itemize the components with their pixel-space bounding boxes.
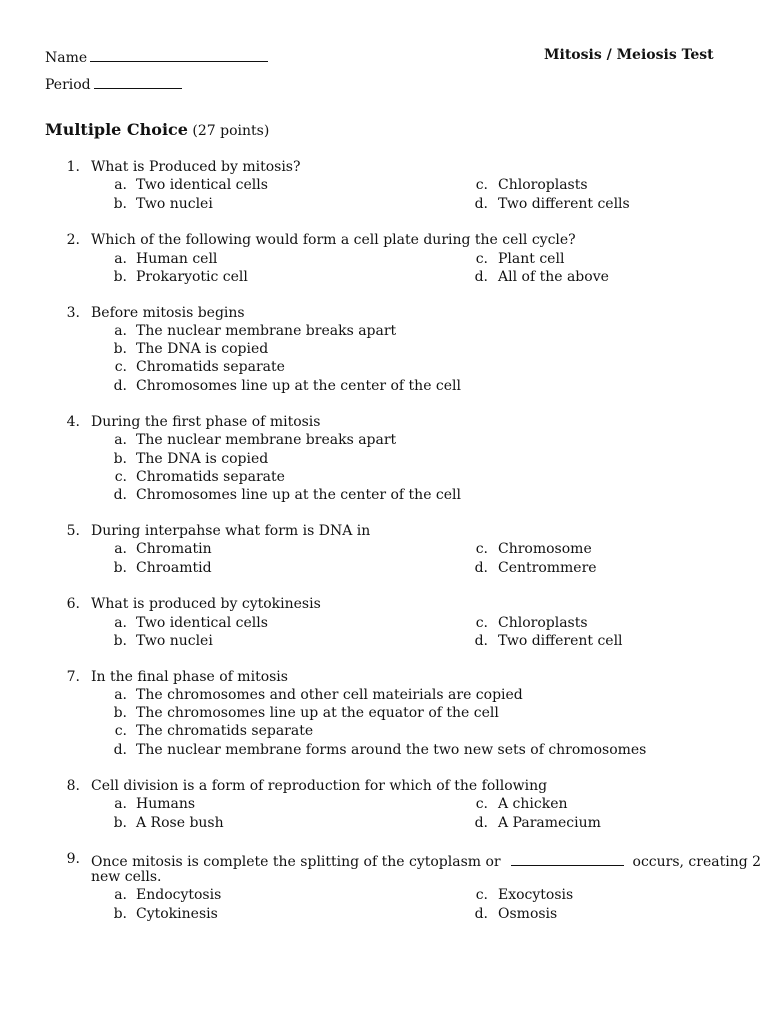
question-text: Which of the following would form a cell plate during the cell cycle? xyxy=(91,232,576,248)
choice-letter: a. xyxy=(114,796,127,812)
question-text: During the first phase of mitosis xyxy=(91,414,321,430)
question-number: 3. xyxy=(66,305,80,321)
test-title: Mitosis / Meiosis Test xyxy=(544,47,714,63)
choice-text: Chromosomes line up at the center of the cell xyxy=(136,378,462,394)
choice-letter: c. xyxy=(475,796,488,812)
choice-letter: a. xyxy=(114,432,127,448)
choice-letter: c. xyxy=(114,359,127,375)
choice-text: The DNA is copied xyxy=(136,451,269,467)
choice-letter: d. xyxy=(113,378,127,394)
question-text: What is Produced by mitosis? xyxy=(91,159,301,175)
question-text: Cell division is a form of reproduction for which of the following xyxy=(91,778,548,794)
choice-text: Two nuclei xyxy=(136,633,213,649)
choice-letter: a. xyxy=(114,177,127,193)
question-number: 9. xyxy=(66,851,80,867)
choice-text: Chromosome xyxy=(498,541,592,557)
choice-letter: b. xyxy=(113,906,127,922)
choice-text: The DNA is copied xyxy=(136,341,269,357)
choice-letter: d. xyxy=(474,196,488,212)
question-text xyxy=(91,851,761,870)
question-text: In the final phase of mitosis xyxy=(91,669,288,685)
section-title: Multiple Choice xyxy=(45,120,188,139)
choice-text: A chicken xyxy=(498,796,568,812)
question-text-continued: new cells. xyxy=(91,869,162,885)
question-text-part: Once mitosis is complete the splitting of the cytoplasm or xyxy=(91,854,501,870)
choice-letter: d. xyxy=(474,815,488,831)
choice-text: A Paramecium xyxy=(498,815,601,831)
choice-text: Two identical cells xyxy=(136,177,268,193)
choice-letter: c. xyxy=(475,541,488,557)
choice-text: The nuclear membrane forms around the two new sets of chromosomes xyxy=(136,742,647,758)
choice-letter: a. xyxy=(114,687,127,703)
choice-text: The chromatids separate xyxy=(136,723,314,739)
question-number: 5. xyxy=(66,523,80,539)
question-number: 4. xyxy=(66,414,80,430)
choice-text: Two nuclei xyxy=(136,196,213,212)
choice-text: The chromosomes line up at the equator of the cell xyxy=(136,705,499,721)
choice-text: The nuclear membrane breaks apart xyxy=(136,323,397,339)
choice-text: Two different cell xyxy=(498,633,623,649)
choice-text: Exocytosis xyxy=(498,887,574,903)
choice-letter: a. xyxy=(114,887,127,903)
choice-text: Endocytosis xyxy=(136,887,222,903)
choice-letter: b. xyxy=(113,815,127,831)
section-heading xyxy=(45,120,269,139)
question-text-part: occurs, creating 2 xyxy=(632,854,762,870)
choice-letter: b. xyxy=(113,451,127,467)
choice-letter: a. xyxy=(114,541,127,557)
choice-text: Two different cells xyxy=(498,196,630,212)
choice-letter: b. xyxy=(113,633,127,649)
choice-letter: b. xyxy=(113,705,127,721)
choice-letter: c. xyxy=(475,251,488,267)
choice-letter: b. xyxy=(113,560,127,576)
choice-text: Two identical cells xyxy=(136,615,268,631)
choice-text: Chloroplasts xyxy=(498,177,588,193)
choice-letter: b. xyxy=(113,269,127,285)
choice-letter: a. xyxy=(114,615,127,631)
choice-letter: d. xyxy=(474,269,488,285)
choice-text: Chromatids separate xyxy=(136,359,285,375)
choice-letter: c. xyxy=(475,887,488,903)
choice-text: Chromosomes line up at the center of the cell xyxy=(136,487,462,503)
choice-letter: d. xyxy=(474,906,488,922)
period-field xyxy=(45,74,182,93)
choice-letter: b. xyxy=(113,341,127,357)
choice-text: Humans xyxy=(136,796,196,812)
section-points: (27 points) xyxy=(192,123,270,139)
choice-text: Chroamtid xyxy=(136,560,212,576)
name-label: Name xyxy=(45,50,88,66)
choice-letter: d. xyxy=(474,560,488,576)
choice-text: All of the above xyxy=(498,269,609,285)
question-number: 6. xyxy=(66,596,80,612)
choice-text: Chromatin xyxy=(136,541,212,557)
choice-letter: b. xyxy=(113,196,127,212)
choice-letter: d. xyxy=(113,487,127,503)
question-text: What is produced by cytokinesis xyxy=(91,596,321,612)
choice-text: Plant cell xyxy=(498,251,565,267)
period-blank[interactable] xyxy=(94,74,182,89)
choice-letter: a. xyxy=(114,323,127,339)
name-field xyxy=(45,47,268,66)
choice-text: The chromosomes and other cell mateirials are copied xyxy=(136,687,523,703)
choice-letter: a. xyxy=(114,251,127,267)
choice-letter: c. xyxy=(114,723,127,739)
period-label: Period xyxy=(45,77,91,93)
choice-text: Cytokinesis xyxy=(136,906,218,922)
choice-text: Osmosis xyxy=(498,906,558,922)
question-number: 2. xyxy=(66,232,80,248)
choice-text: Chromatids separate xyxy=(136,469,285,485)
choice-text: A Rose bush xyxy=(136,815,224,831)
question-text: Before mitosis begins xyxy=(91,305,245,321)
question-number: 8. xyxy=(66,778,80,794)
choice-text: Centrommere xyxy=(498,560,597,576)
choice-letter: d. xyxy=(113,742,127,758)
choice-letter: c. xyxy=(475,615,488,631)
choice-text: The nuclear membrane breaks apart xyxy=(136,432,397,448)
name-blank[interactable] xyxy=(90,47,268,62)
choice-text: Human cell xyxy=(136,251,218,267)
question-number: 7. xyxy=(66,669,80,685)
choice-letter: c. xyxy=(475,177,488,193)
question-number: 1. xyxy=(66,159,80,175)
choice-text: Chloroplasts xyxy=(498,615,588,631)
question-text: During interpahse what form is DNA in xyxy=(91,523,371,539)
choice-letter: d. xyxy=(474,633,488,649)
answer-blank[interactable] xyxy=(511,851,624,866)
choice-letter: c. xyxy=(114,469,127,485)
choice-text: Prokaryotic cell xyxy=(136,269,248,285)
